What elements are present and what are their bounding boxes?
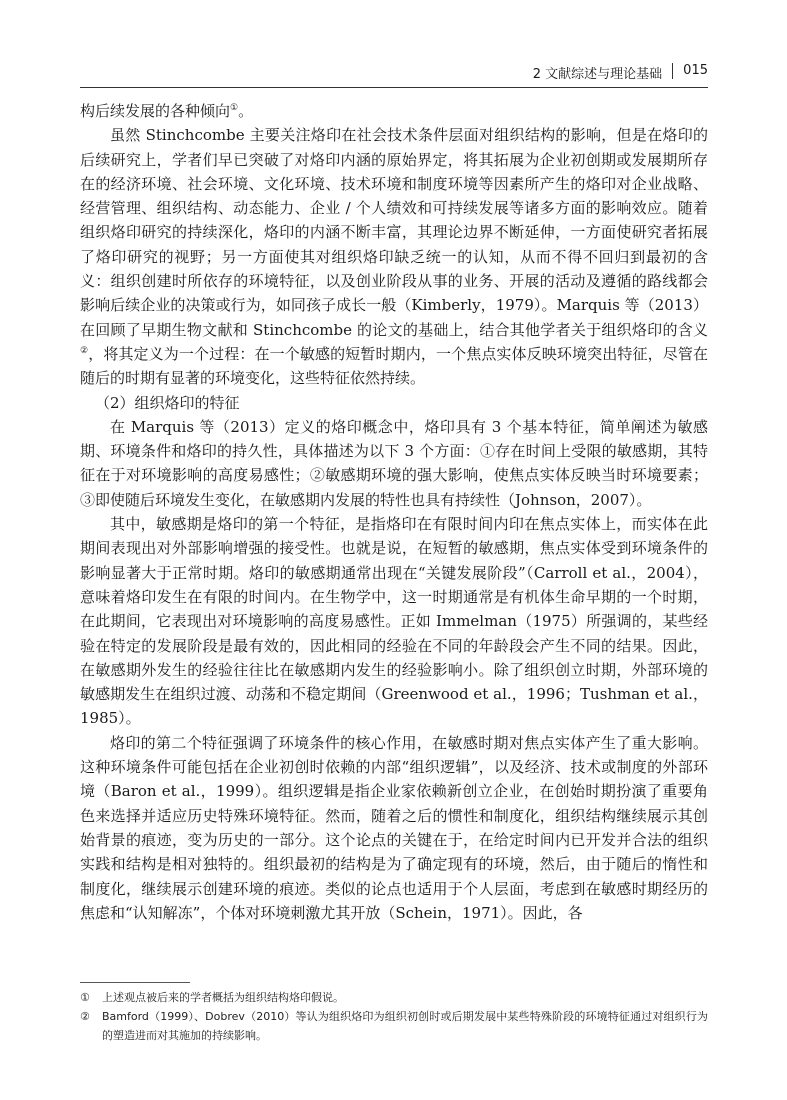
paragraph-3: 在 Marquis 等（2013）定义的烙印概念中，烙印具有 3 个基本特征，简单阐述为敏感期、环境条件和烙印的持久性，具体描述为以下 3 个方面：①存在时间上受限的敏感期，其特征在于对环境影响的高度易感性；②敏感期环境的强大影响，使焦点实体反映当时环境要素；③即使随后环境发生变化，在敏感期内发展的特性也具有持续性（Johnson，2007）。 — [80, 417, 708, 509]
paragraph-4: 其中，敏感期是烙印的第一个特征，是指烙印在有限时间内印在焦点实体上，而实体在此期间表现出对外部影响增强的接受性。也就是说，在短暂的敏感期，焦点实体受到环境条件的影响显著大于正常时期。烙印的敏感期通常出现在“关键发展阶段”（Carroll et al.，2004），意味着烙印发生在有限的时间内。在生物学中，这一时期通常是有机体生命早期的一个时期，在此期间，它表现出对环境影响的高度易感性。正如 Immelman（1975）所强调的，某些经验在特定的发展阶段是最有效的，因此相同的经验在不同的年龄段会产生不同的结果。因此，在敏感期外发生的经验往往比在敏感期内发生的经验影响小。除了组织创立时期，外部环境的敏感期发生在组织过渡、动荡和不稳定期间（Greenwood et al.，1996；Tushman et al.，1985）。 — [80, 515, 708, 728]
footnote-ref-2: ② — [80, 345, 89, 356]
paragraph-2-text-a: 虽然 Stinchcombe 主要关注烙印在社会技术条件层面对组织结构的影响，但是在烙印的后续研究上，学者们早已突破了对烙印内涵的原始界定，将其拓展为企业初创期或发展期所存在的经济环境、社会环境、文化环境、技术环境和制度环境等因素所产生的烙印对企业战略、经营管理、组织结构、动态能力、企业 / 个人绩效和可持续发展等诸多方面的影响效应。随着组织烙印研究的持续深化，烙印的内涵不断丰富，其理论边界不断延伸，一方面使研究者拓展了烙印研究的视野；另一方面使其对组织烙印缺乏统一的认知，从而不得不回归到最初的含义：组织创建时所依存的环境特征，以及创业阶段从事的业务、开展的活动及遵循的路线都会影响后续企业的决策或行为，如同孩子成长一般（Kimberly，1979）。Marquis 等（2013）在回顾了早期生物文献和 Stinchcombe 的论文的基础上，结合其他学者关于组织烙印的含义 — [80, 126, 708, 339]
section-heading: （2）组织烙印的特征 — [95, 393, 240, 412]
footnote-ref-1: ① — [230, 103, 239, 113]
paragraph-1-end: 。 — [238, 102, 254, 120]
footnote-1-mark: ① — [80, 991, 90, 1004]
running-header — [80, 63, 708, 88]
paragraph-5: 烙印的第二个特征强调了环境条件的核心作用，在敏感时期对焦点实体产生了重大影响。这种环境条件可能包括在企业初创时依赖的内部“组织逻辑”，以及经济、技术或制度的外部环境（Baron et al.，1999）。组织逻辑是指企业家依赖新创立企业，在创始时期扮演了重要角色来选择并适应历史特殊环境特征。然而，随着之后的惯性和制度化，组织结构继续展示其创始背景的痕迹，变为历史的一部分。这个论点的关键在于，在给定时间内已开发并合法的组织实践和结构是相对独特的。组织最初的结构是为了确定现有的环境，然后，由于随后的惰性和制度化，继续展示创建环境的痕迹。类似的论点也适用于个人层面，考虑到在敏感时期经历的焦虑和“认知解冻”，个体对环境刺激尤其开放（Schein，1971）。因此，各 — [80, 733, 708, 922]
footnote-1-text: 上述观点被后来的学者概括为组织结构烙印假说。 — [102, 991, 344, 1004]
body-text — [80, 99, 708, 925]
paragraph-2-text-b: ，将其定义为一个过程：在一个敏感的短暂时期内，一个焦点实体反映环境突出特征，尽管在随后的时期有显著的环境变化，这些特征依然持续。 — [80, 344, 708, 388]
footnote-2-text: Bamford（1999）、Dobrev（2010）等认为组织烙印为组织初创时或后期发展中某些特殊阶段的环境特征通过对组织行为的塑造进而对其施加的持续影响。 — [102, 1010, 708, 1042]
footnote-1 — [80, 988, 708, 1007]
footnote-rule — [80, 982, 190, 983]
footnote-2-mark: ② — [80, 1010, 90, 1023]
paragraph-1-text: 构后续发展的各种倾向 — [80, 102, 231, 120]
chapter-title: 2 文献综述与理论基础 — [532, 67, 663, 82]
header-separator — [672, 63, 673, 79]
paragraph-1 — [80, 99, 708, 123]
footnote-2 — [80, 1007, 708, 1045]
footnotes — [80, 988, 708, 1045]
paragraph-2 — [80, 123, 708, 390]
page-number: 015 — [683, 63, 708, 78]
